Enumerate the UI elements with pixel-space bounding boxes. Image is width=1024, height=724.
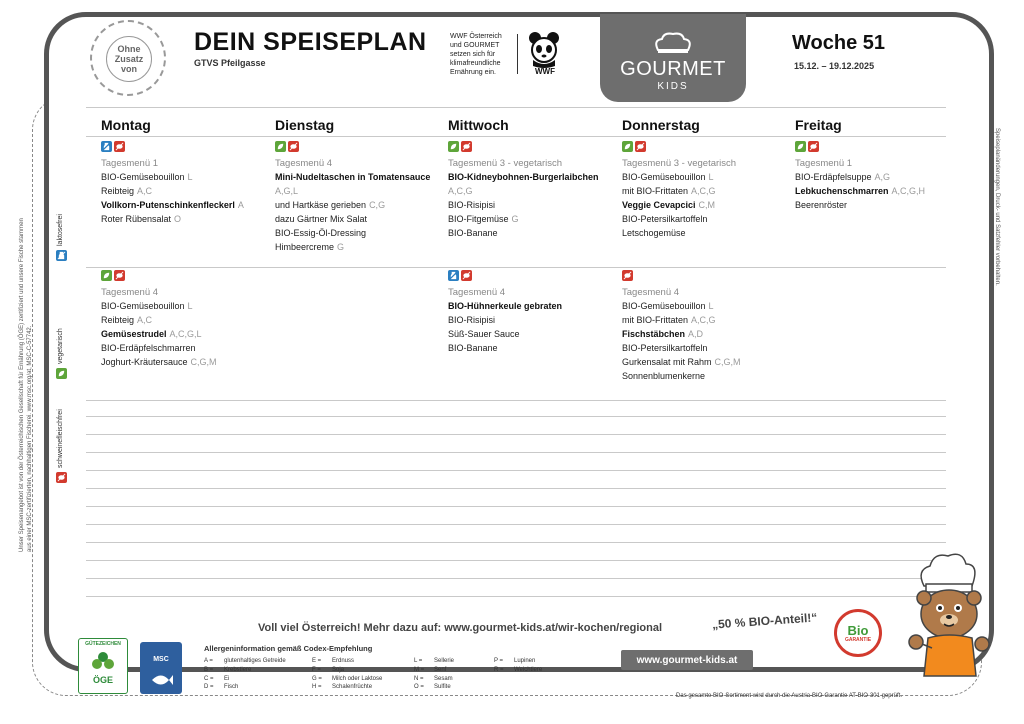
school-name: GTVS Pfeilgasse	[194, 58, 266, 68]
dish-name: BIO-Banane	[448, 343, 498, 353]
veg-icon	[622, 141, 633, 152]
allergen-entry	[494, 657, 542, 666]
allergen-description: Soja	[332, 666, 345, 673]
allergen-codes: G	[337, 242, 345, 252]
dish-name: Sonnenblumenkerne	[622, 371, 706, 381]
dish-name: BIO-Kidneybohnen-Burgerlaibchen	[448, 172, 599, 182]
allergen-codes: A,D	[688, 329, 704, 339]
allergen-letter: M =	[414, 666, 425, 673]
brand-sub: KIDS	[657, 81, 689, 92]
ruled-line	[86, 596, 946, 597]
allergen-entry	[312, 666, 382, 675]
allergen-description: Ei	[224, 675, 230, 682]
allergen-codes: A,G	[874, 172, 891, 182]
dish-line	[275, 170, 443, 184]
regional-promo: Voll viel Österreich! Mehr dazu auf: www.gourmet-kids.at/wir-kochen/regional	[258, 622, 663, 634]
dish-name: Letschogemüse	[622, 228, 686, 238]
dish-name: Gemüsestrudel	[101, 329, 167, 339]
ruled-line	[86, 542, 946, 543]
dish-name: BIO-Risipisi	[448, 200, 496, 210]
allergen-entry	[204, 683, 286, 692]
dish-name: Himbeercreme	[275, 242, 335, 252]
dish-name: Vollkorn-Putenschinkenfleckerl	[101, 200, 235, 210]
allergen-description: Weichtiere	[514, 666, 543, 673]
oege-top-text: GÜTEZEICHEN	[85, 641, 121, 647]
dish-name: BIO-Erdäpfelschmarren	[101, 343, 196, 353]
menu-block	[275, 141, 443, 254]
dish-line	[275, 184, 443, 198]
ruled-line	[86, 107, 946, 108]
allergen-letter: E =	[312, 658, 322, 664]
veg-icon	[448, 141, 459, 152]
dish-name: Süß-Sauer Sauce	[448, 329, 520, 339]
veg-icon	[101, 270, 112, 281]
website-link[interactable]: www.gourmet-kids.at	[621, 650, 753, 670]
dish-name: BIO-Gemüsebouillon	[101, 301, 185, 311]
allergen-description: Sellerie	[434, 658, 455, 664]
diet-icons	[622, 141, 790, 155]
allergen-codes: A,C	[137, 186, 153, 196]
allergen-codes: L	[708, 172, 714, 182]
bio-badge-sub: GARANTIE	[844, 636, 872, 643]
legend-laktose	[56, 214, 67, 261]
dish-name: BIO-Essig-Öl-Dressing	[275, 228, 367, 238]
dish-name: BIO-Gemüsebouillon	[101, 172, 185, 182]
dish-name: Veggie Cevapcici	[622, 200, 696, 210]
allergen-letter: R =	[494, 666, 504, 673]
schwein-icon	[288, 141, 299, 152]
allergen-letter: F =	[312, 666, 321, 673]
dish-line	[448, 226, 616, 240]
dish-line	[275, 212, 443, 226]
chef-hat-icon	[652, 32, 694, 54]
schwein-icon	[808, 141, 819, 152]
dish-name: Lebkuchenschmarren	[795, 186, 889, 196]
dish-line	[448, 212, 616, 226]
dish-name: dazu Gärtner Mix Salat	[275, 214, 368, 224]
ruled-line	[86, 136, 946, 137]
ruled-line	[86, 470, 946, 471]
dish-line	[275, 240, 443, 254]
allergen-codes: O	[174, 214, 182, 224]
dish-name: BIO-Erdäpfelsuppe	[795, 172, 872, 182]
menu-block	[448, 270, 616, 355]
bio-badge-text: Bio	[847, 622, 869, 638]
dish-line	[101, 313, 269, 327]
schwein-icon	[635, 141, 646, 152]
allergen-codes: C,G,M	[714, 357, 741, 367]
dish-line	[622, 198, 790, 212]
ruled-line	[86, 434, 946, 435]
page-title: DEIN SPEISEPLAN	[194, 28, 427, 56]
week-dates: 15.12. – 19.12.2025	[794, 61, 875, 71]
chef-mascot-illustration	[902, 548, 994, 678]
wwf-line: setzen sich für	[450, 51, 496, 58]
dish-line	[448, 327, 616, 341]
legend-vegetarisch	[56, 328, 67, 379]
menu-label: Tagesmenü 4	[101, 287, 159, 298]
ruled-line	[86, 488, 946, 489]
dish-line	[622, 170, 790, 184]
dish-line	[101, 170, 269, 184]
menu-label: Tagesmenü 4	[275, 158, 333, 169]
legend-laktose-label: laktosefrei	[57, 214, 64, 246]
diet-icons	[101, 270, 269, 284]
wwf-line: klimafreundliche	[450, 60, 501, 67]
gourmet-logo	[600, 14, 746, 102]
dish-name: BIO-Banane	[448, 228, 498, 238]
menu-label: Tagesmenü 1	[101, 158, 159, 169]
allergen-letter: N =	[414, 675, 424, 682]
day-heading-freitag: Freitag	[795, 117, 842, 133]
allergen-description: Lupinen	[514, 658, 536, 664]
diet-icons	[448, 270, 616, 284]
dish-name: Mini-Nudeltaschen in Tomatensauce	[275, 172, 431, 182]
schwein-icon	[56, 472, 67, 483]
veg-icon	[56, 368, 67, 379]
dish-line	[622, 355, 790, 369]
dish-line	[622, 184, 790, 198]
dish-line	[448, 170, 616, 184]
dish-line	[622, 226, 790, 240]
dish-line	[101, 184, 269, 198]
seal-text: Ohne Zusatz von	[106, 36, 152, 82]
diet-icons	[622, 270, 790, 284]
allergen-letter: A =	[204, 658, 213, 664]
allergen-entry	[312, 675, 382, 684]
allergen-letter: O =	[414, 684, 424, 691]
allergen-letter: D =	[204, 684, 214, 691]
bio-garantie-note: Das gesamte BIO-Sortiment wird durch die Austria-BIO-Garantie AT-BIO-301 geprüft.	[676, 693, 902, 699]
dish-line	[448, 341, 616, 355]
dish-name: Reibteig	[101, 315, 135, 325]
day-heading-donnerstag: Donnerstag	[622, 117, 700, 133]
allergen-letter: C =	[204, 675, 214, 682]
veg-icon	[795, 141, 806, 152]
dish-line	[622, 313, 790, 327]
dish-name: A,G,L	[275, 186, 299, 196]
dish-name: BIO-Petersilkartoffeln	[622, 343, 708, 353]
menu-block	[101, 270, 269, 369]
wwf-line: und GOURMET	[450, 42, 500, 49]
dish-name: Reibteig	[101, 186, 135, 196]
dish-line	[795, 170, 963, 184]
msc-label: MSC	[153, 656, 169, 663]
allergen-codes: G	[511, 214, 519, 224]
allergen-codes: L	[708, 301, 714, 311]
ruled-line	[86, 452, 946, 453]
menu-label: Tagesmenü 3 - vegetarisch	[622, 158, 737, 169]
diet-icons	[448, 141, 616, 155]
allergen-codes: A,C,G	[691, 186, 716, 196]
allergen-description: Sulfite	[434, 684, 451, 691]
allergen-letter: L =	[414, 658, 423, 664]
allergen-description: Milch oder Laktose	[332, 675, 383, 682]
dish-name: Roter Rübensalat	[101, 214, 172, 224]
dish-line	[101, 355, 269, 369]
allergen-entry	[494, 666, 542, 675]
allergen-description: glutenhaltiges Getreide	[224, 658, 286, 664]
allergen-codes: C,M	[698, 200, 716, 210]
dish-line	[101, 341, 269, 355]
schwein-icon	[461, 141, 472, 152]
allergen-entry	[414, 683, 454, 692]
allergen-description: Senf	[434, 666, 447, 673]
disclaimer-note: Speiseplanänderungen, Druck- und Satzfehler vorbehalten.	[994, 128, 1000, 286]
menu-label: Tagesmenü 4	[622, 287, 680, 298]
allergen-codes: C,G,M	[190, 357, 217, 367]
dish-name: und Hartkäse gerieben	[275, 200, 367, 210]
dish-line	[622, 212, 790, 226]
allergen-description: Erdnuss	[332, 658, 355, 664]
allergen-column	[494, 657, 542, 675]
allergen-codes: L	[187, 172, 193, 182]
ruled-line	[86, 524, 946, 525]
msc-logo	[140, 642, 182, 694]
menu-block	[795, 141, 963, 212]
allergen-letter: B =	[204, 666, 214, 673]
allergen-codes: A	[237, 200, 244, 210]
dish-name: BIO-Gemüsebouillon	[622, 301, 706, 311]
dish-line	[101, 299, 269, 313]
dish-line	[448, 184, 616, 198]
dish-line	[448, 299, 616, 313]
dish-name: Joghurt-Kräutersauce	[101, 357, 188, 367]
day-heading-montag: Montag	[101, 117, 151, 133]
brand-name: GOURMET	[620, 58, 726, 80]
dish-name: BIO-Risipisi	[448, 315, 496, 325]
allergen-entry	[204, 657, 286, 666]
ruled-line	[86, 267, 946, 268]
oege-label: ÖGE	[92, 675, 113, 685]
dish-line	[622, 299, 790, 313]
allergen-title: Allergeninformation gemäß Codex-Empfehlung	[204, 644, 373, 653]
menu-label: Tagesmenü 1	[795, 158, 853, 169]
schwein-icon	[622, 270, 633, 281]
ruled-line	[86, 416, 946, 417]
dish-name: BIO-Fitgemüse	[448, 214, 509, 224]
leaf-icon	[91, 649, 115, 673]
allergen-letter: H =	[312, 684, 322, 691]
ruled-line	[86, 506, 946, 507]
allergen-description: Schalenfrüchte	[332, 684, 373, 691]
schwein-icon	[114, 141, 125, 152]
allergen-entry	[312, 683, 382, 692]
dish-name: Beerenröster	[795, 200, 848, 210]
day-heading-dienstag: Dienstag	[275, 117, 335, 133]
diet-icons	[101, 141, 269, 155]
diet-icons	[795, 141, 963, 155]
certification-note: Unser Speisenangebot ist von der Österreichischen Gesellschaft für Ernährung (ÖGE) zertifiziert und unsere Fische stammen aus einer MSC-zertifizierten, nachhaltigen Fischerei. www.msc.org/at, MSC-C-57742.	[19, 218, 33, 552]
legend-schwein-label: schweinefleischfrei	[57, 409, 64, 468]
veg-icon	[275, 141, 286, 152]
dish-line	[448, 198, 616, 212]
allergen-column	[312, 657, 382, 692]
dish-name: BIO-Petersilkartoffeln	[622, 214, 708, 224]
allergen-description: Fisch	[224, 684, 239, 691]
allergen-entry	[414, 666, 454, 675]
menu-block	[622, 270, 790, 383]
laktose-icon	[56, 250, 67, 261]
dish-line	[622, 341, 790, 355]
dish-name: BIO-Hühnerkeule gebraten	[448, 301, 563, 311]
dish-name: mit BIO-Frittaten	[622, 186, 689, 196]
schwein-icon	[114, 270, 125, 281]
legend-schwein	[56, 409, 67, 483]
menu-label: Tagesmenü 3 - vegetarisch	[448, 158, 563, 169]
menu-block	[622, 141, 790, 240]
dish-name: Fischstäbchen	[622, 329, 686, 339]
allergen-entry	[204, 675, 286, 684]
ruled-line	[86, 400, 946, 401]
allergen-column	[204, 657, 286, 692]
dish-line	[101, 198, 269, 212]
schwein-icon	[461, 270, 472, 281]
allergen-letter: P =	[494, 658, 504, 664]
dish-line	[622, 369, 790, 383]
legend-vegetarisch-label: vegetarisch	[57, 328, 64, 364]
allergen-description: Sesam	[434, 675, 453, 682]
wwf-label: WWF	[535, 67, 555, 76]
wwf-line: Ernährung ein.	[450, 69, 496, 76]
wwf-statement	[450, 32, 502, 77]
dish-line	[795, 184, 963, 198]
allergen-codes: A,C,G,L	[169, 329, 202, 339]
ohne-zusatz-seal	[90, 20, 166, 96]
dish-line	[448, 313, 616, 327]
week-number: Woche 51	[792, 32, 885, 54]
allergen-description: Krebstiere	[224, 666, 252, 673]
allergen-codes: A,C,G	[691, 315, 716, 325]
menu-block	[101, 141, 269, 226]
dish-line	[101, 212, 269, 226]
fish-icon	[149, 670, 173, 690]
bio-share-note: „50 % BIO-Anteil!“	[711, 610, 818, 632]
dish-name: BIO-Gemüsebouillon	[622, 172, 706, 182]
dish-line	[622, 327, 790, 341]
dish-line	[795, 198, 963, 212]
allergen-codes: A,C,G,H	[891, 186, 926, 196]
day-heading-mittwoch: Mittwoch	[448, 117, 509, 133]
divider	[517, 34, 518, 74]
wwf-panda-logo	[527, 30, 561, 78]
allergen-codes: C,G	[369, 200, 386, 210]
laktose-icon	[448, 270, 459, 281]
allergen-entry	[414, 675, 454, 684]
allergen-entry	[414, 657, 454, 666]
oege-seal	[78, 638, 128, 694]
ruled-line	[86, 560, 946, 561]
allergen-entry	[204, 666, 286, 675]
menu-block	[448, 141, 616, 240]
dish-line	[101, 327, 269, 341]
dish-line	[275, 198, 443, 212]
dish-name: A,C,G	[448, 186, 473, 196]
allergen-codes: A,C	[137, 315, 153, 325]
dish-name: mit BIO-Frittaten	[622, 315, 689, 325]
diet-icons	[275, 141, 443, 155]
allergen-entry	[312, 657, 382, 666]
menu-label: Tagesmenü 4	[448, 287, 506, 298]
ruled-line	[86, 578, 946, 579]
laktose-icon	[101, 141, 112, 152]
dish-line	[275, 226, 443, 240]
allergen-codes: L	[187, 301, 193, 311]
dish-name: Gurkensalat mit Rahm	[622, 357, 712, 367]
allergen-column	[414, 657, 454, 692]
bio-garantie-badge	[834, 609, 882, 657]
wwf-line: WWF Österreich	[450, 33, 502, 40]
allergen-letter: G =	[312, 675, 322, 682]
